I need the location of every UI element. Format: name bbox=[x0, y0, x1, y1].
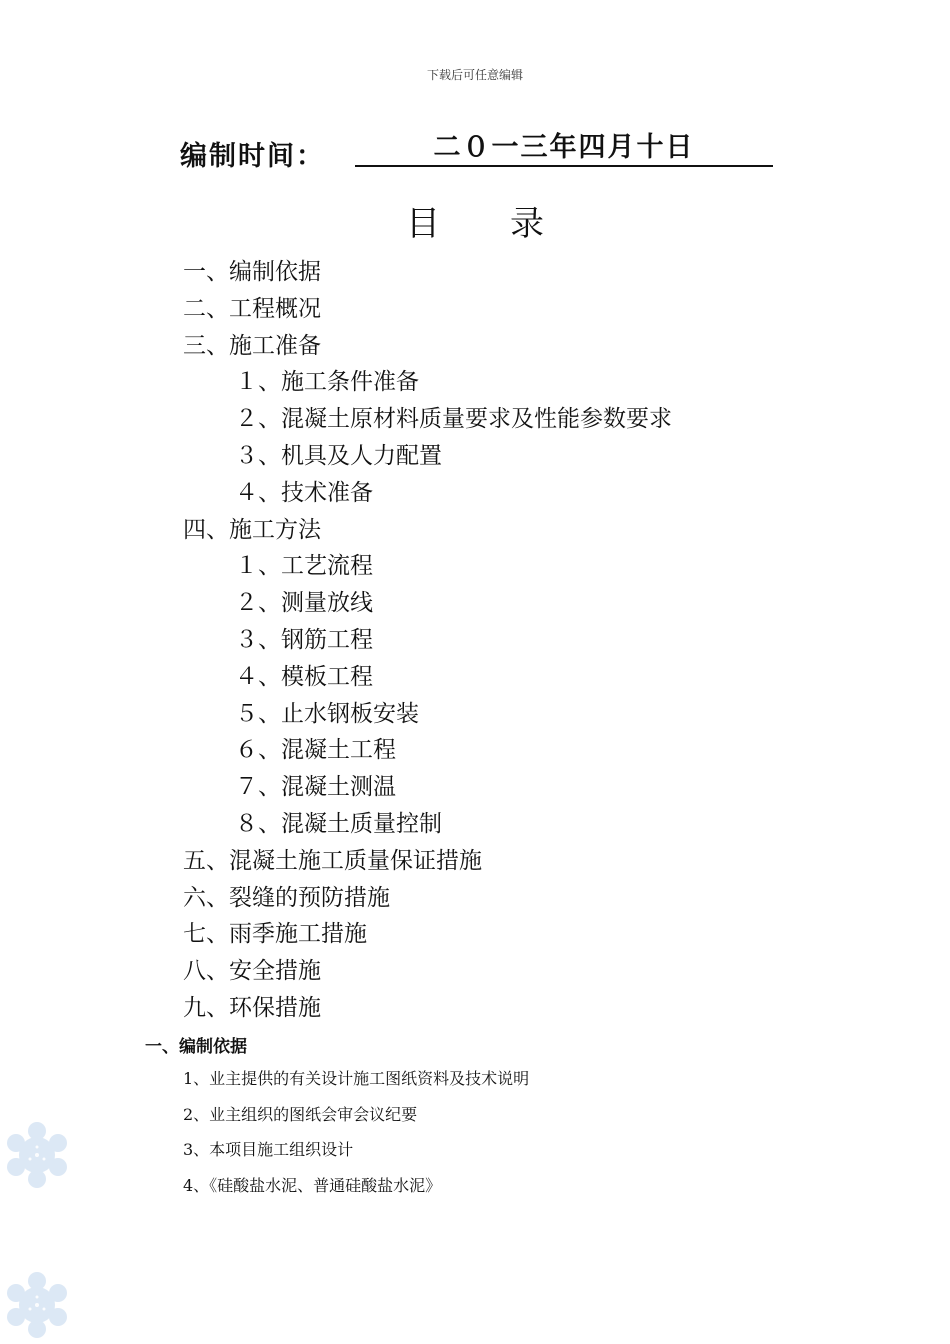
toc-item: 四、施工方法 bbox=[183, 516, 321, 543]
toc-item: 三、施工准备 bbox=[183, 332, 321, 359]
basis-item: 2、业主组织的图纸会审会议纪要 bbox=[183, 1104, 418, 1124]
toc-item: 二、工程概况 bbox=[183, 295, 321, 322]
toc-subitem: ４、技术准备 bbox=[235, 479, 373, 506]
compile-date-value: 二０一三年四月十日 bbox=[355, 130, 773, 167]
toc-subitem: １、工艺流程 bbox=[235, 553, 373, 580]
snowflake-icon bbox=[2, 1120, 72, 1190]
toc-item: 一、编制依据 bbox=[183, 259, 321, 285]
toc-subitem: ３、机具及人力配置 bbox=[235, 442, 442, 469]
basis-item: 3、本项目施工组织设计 bbox=[183, 1140, 354, 1159]
toc-subitem: ３、钢筋工程 bbox=[235, 626, 373, 653]
basis-item: 4、《硅酸盐水泥、普通硅酸盐水泥》 bbox=[183, 1175, 442, 1195]
toc-subitem: ２、测量放线 bbox=[235, 590, 373, 617]
toc-subitem: １、施工条件准备 bbox=[235, 369, 419, 396]
toc-item: 五、混凝土施工质量保证措施 bbox=[183, 847, 482, 874]
toc-item: 六、裂缝的预防措施 bbox=[183, 884, 390, 911]
toc-subitem: ６、混凝土工程 bbox=[235, 737, 396, 764]
basis-list bbox=[183, 1064, 529, 1206]
toc-item: 八、安全措施 bbox=[183, 958, 321, 985]
snowflake-icon bbox=[2, 1270, 72, 1340]
toc-subitem: ８、混凝土质量控制 bbox=[235, 810, 442, 837]
compile-date-label: 编制时间： bbox=[180, 141, 325, 172]
basis-item: 1、业主提供的有关设计施工图纸资料及技术说明 bbox=[183, 1069, 530, 1088]
table-of-contents bbox=[183, 254, 672, 1027]
toc-subitem: ７、混凝土测温 bbox=[235, 774, 396, 801]
toc-item: 九、环保措施 bbox=[183, 994, 321, 1021]
header-watermark: 下载后可任意编辑 bbox=[426, 68, 523, 82]
toc-item: 七、雨季施工措施 bbox=[183, 921, 367, 948]
toc-title: 目录 bbox=[406, 204, 614, 244]
toc-subitem: ４、模板工程 bbox=[235, 663, 373, 690]
toc-subitem: ２、混凝土原材料质量要求及性能参数要求 bbox=[235, 406, 672, 433]
toc-subitem: ５、止水钢板安装 bbox=[235, 700, 419, 727]
section-heading: 一、编制依据 bbox=[145, 1037, 247, 1057]
